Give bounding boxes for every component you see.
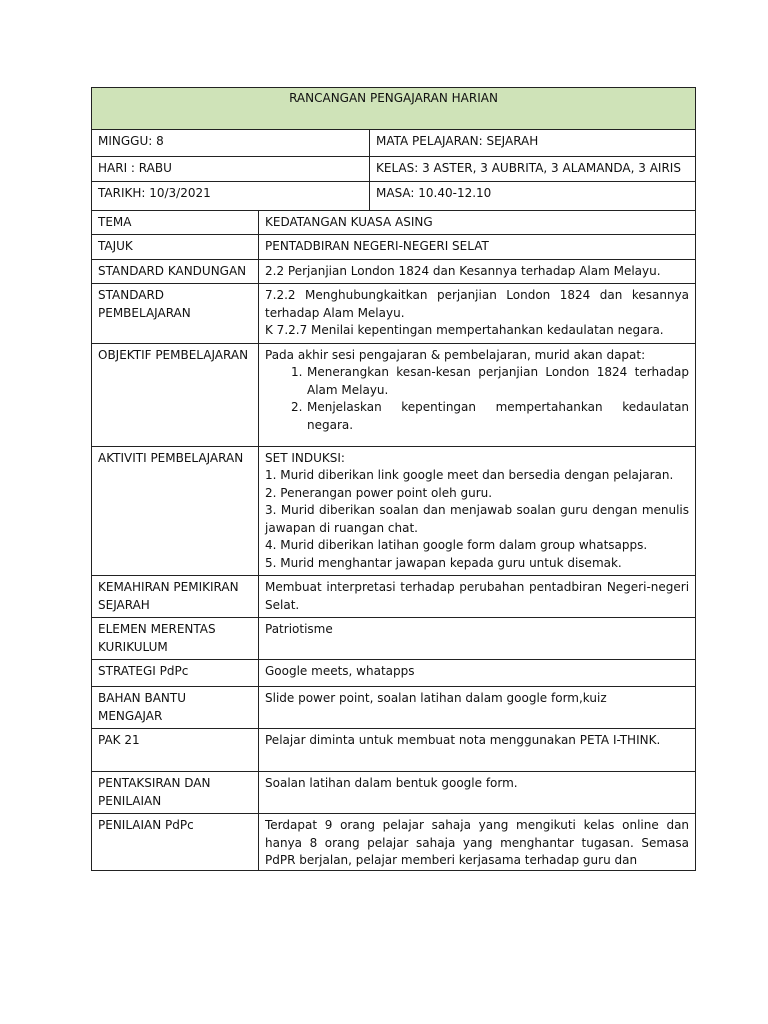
row-objektif — [92, 343, 696, 446]
aktiviti-heading: SET INDUKSI: — [265, 450, 345, 465]
tema-label: TEMA — [92, 210, 259, 235]
row-kemahiran — [92, 576, 696, 618]
standard-pembelajaran-line-2: K 7.2.7 Menilai kepentingan mempertahankan kedaulatan negara. — [265, 323, 664, 337]
objektif-label: OBJEKTIF PEMBELAJARAN — [92, 343, 259, 446]
hari-cell: HARI : RABU — [92, 157, 370, 182]
row-penilaian — [92, 814, 696, 871]
list-item: 5. Murid menghantar jawapan kepada guru untuk disemak. — [265, 555, 622, 570]
tarikh-cell: TARIKH: 10/3/2021 — [92, 181, 370, 210]
objektif-item-text: Menjelaskan kepentingan mempertahankan kedaulatan negara. — [307, 400, 690, 432]
objektif-value — [259, 343, 696, 446]
row-tarikh — [92, 181, 696, 210]
lesson-plan-document — [91, 87, 695, 871]
penilaian-label: PENILAIAN PdPc — [92, 814, 259, 871]
standard-pembelajaran-value — [259, 284, 696, 344]
row-bahan — [92, 687, 696, 729]
elemen-value: Patriotisme — [259, 618, 696, 660]
row-tajuk — [92, 235, 696, 260]
list-item: 4. Murid diberikan latihan google form dalam group whatsapps. — [265, 538, 648, 552]
row-pentaksiran — [92, 772, 696, 814]
list-item: 2. Penerangan power point oleh guru. — [265, 485, 493, 500]
elemen-label: ELEMEN MERENTAS KURIKULUM — [92, 618, 259, 660]
minggu-cell: MINGGU: 8 — [92, 130, 370, 157]
strategi-value: Google meets, whatapps — [259, 660, 696, 687]
strategi-label: STRATEGI PdPc — [92, 660, 259, 687]
list-item: 3. Murid diberikan soalan dan menjawab soalan guru dengan menulis jawapan di ruangan chat. — [265, 503, 690, 535]
row-minggu — [92, 130, 696, 157]
pentaksiran-value: Soalan latihan dalam bentuk google form. — [259, 772, 696, 814]
list-item — [291, 399, 689, 434]
masa-cell: MASA: 10.40-12.10 — [370, 181, 696, 210]
row-standard-kandungan — [92, 259, 696, 284]
document-title: RANCANGAN PENGAJARAN HARIAN — [92, 88, 696, 130]
lesson-plan-table — [91, 87, 696, 871]
objektif-list — [265, 364, 689, 434]
row-tema — [92, 210, 696, 235]
row-aktiviti — [92, 446, 696, 576]
row-standard-pembelajaran — [92, 284, 696, 344]
standard-pembelajaran-label: STANDARD PEMBELAJARAN — [92, 284, 259, 344]
aktiviti-value — [259, 446, 696, 576]
objektif-item-text: Menerangkan kesan-kesan perjanjian London 1824 terhadap Alam Melayu. — [307, 365, 690, 397]
list-item — [291, 364, 689, 399]
bahan-value: Slide power point, soalan latihan dalam google form,kuiz — [259, 687, 696, 729]
row-elemen — [92, 618, 696, 660]
title-row — [92, 88, 696, 130]
kelas-cell: KELAS: 3 ASTER, 3 AUBRITA, 3 ALAMANDA, 3 AIRIS — [370, 157, 696, 182]
kemahiran-label: KEMAHIRAN PEMIKIRAN SEJARAH — [92, 576, 259, 618]
objektif-item-number: 1. — [291, 365, 303, 379]
tajuk-label: TAJUK — [92, 235, 259, 260]
list-item: 1. Murid diberikan link google meet dan bersedia dengan pelajaran. — [265, 468, 674, 482]
row-strategi — [92, 660, 696, 687]
penilaian-value — [259, 814, 696, 871]
row-hari — [92, 157, 696, 182]
standard-pembelajaran-line-1: 7.2.2 Menghubungkaitkan perjanjian London 1824 dan kesannya terhadap Alam Melayu. — [265, 288, 690, 320]
pak21-label: PAK 21 — [92, 729, 259, 772]
pentaksiran-label: PENTAKSIRAN DAN PENILAIAN — [92, 772, 259, 814]
mata-pelajaran-cell: MATA PELAJARAN: SEJARAH — [370, 130, 696, 157]
tema-value: KEDATANGAN KUASA ASING — [259, 210, 696, 235]
pak21-value: Pelajar diminta untuk membuat nota menggunakan PETA I-THINK. — [259, 729, 696, 772]
bahan-label: BAHAN BANTU MENGAJAR — [92, 687, 259, 729]
penilaian-text: Terdapat 9 orang pelajar sahaja yang mengikuti kelas online dan hanya 8 orang pelajar sahaja yang menghantar tugasan. Semasa PdPR berjalan, pelajar memberi kerjasama terhadap guru dan — [265, 818, 690, 867]
objektif-intro: Pada akhir sesi pengajaran & pembelajaran, murid akan dapat: — [265, 347, 646, 362]
standard-kandungan-value: 2.2 Perjanjian London 1824 dan Kesannya terhadap Alam Melayu. — [259, 259, 696, 284]
tajuk-value: PENTADBIRAN NEGERI-NEGERI SELAT — [259, 235, 696, 260]
aktiviti-label: AKTIVITI PEMBELAJARAN — [92, 446, 259, 576]
standard-kandungan-label: STANDARD KANDUNGAN — [92, 259, 259, 284]
row-pak21 — [92, 729, 696, 772]
kemahiran-value: Membuat interpretasi terhadap perubahan pentadbiran Negeri-negeri Selat. — [259, 576, 696, 618]
objektif-item-number: 2. — [291, 400, 303, 414]
